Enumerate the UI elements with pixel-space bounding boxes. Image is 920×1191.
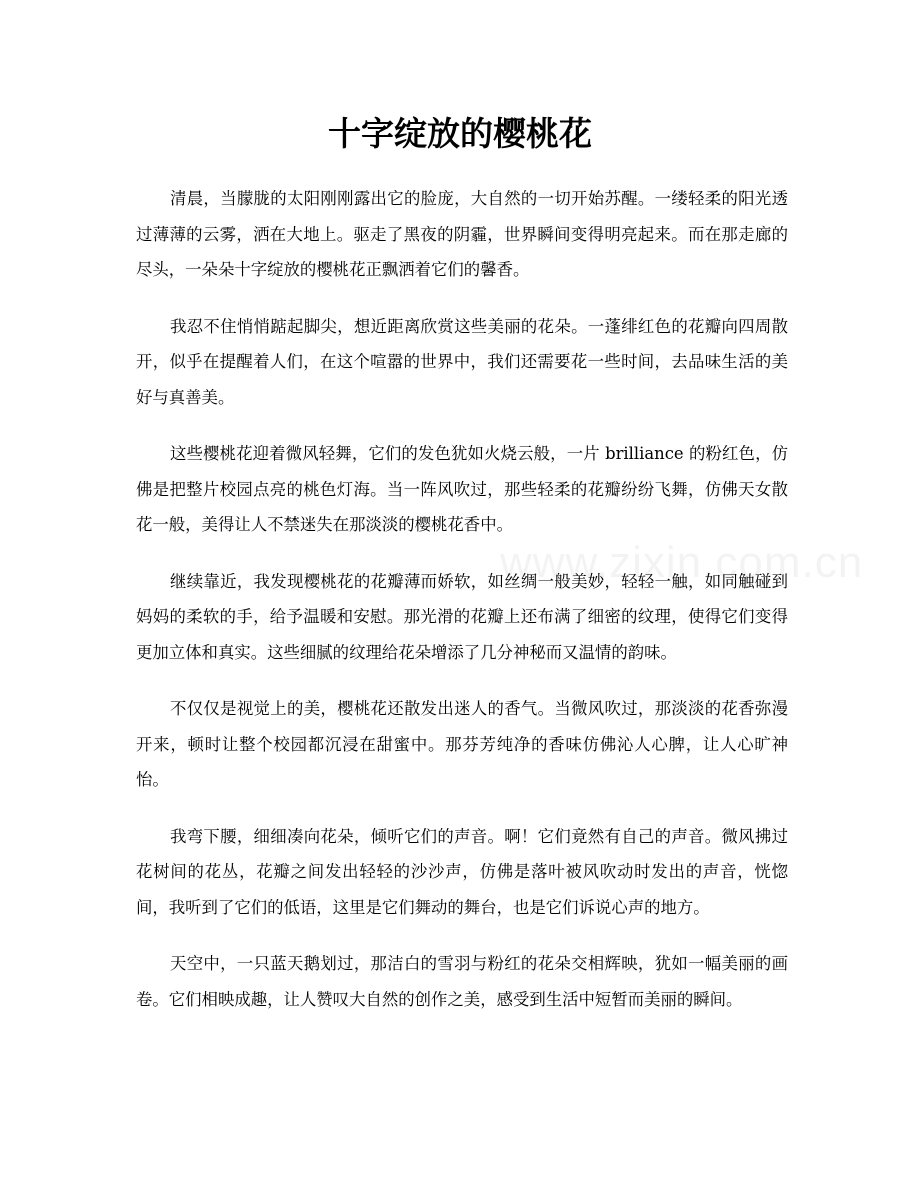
- paragraph: 天空中，一只蓝天鹅划过，那洁白的雪羽与粉红的花朵交相辉映，犹如一幅美丽的画卷。它们相映成趣，让人赞叹大自然的创作之美，感受到生活中短暂而美丽的瞬间。: [136, 954, 788, 1009]
- paragraph: 不仅仅是视觉上的美，樱桃花还散发出迷人的香气。当微风吹过，那淡淡的花香弥漫开来，顿时让整个校园都沉浸在甜蜜中。那芬芳纯净的香味仿佛沁人心脾，让人心旷神怡。: [136, 699, 788, 789]
- paragraph: 我弯下腰，细细凑向花朵，倾听它们的声音。啊！它们竟然有自己的声音。微风拂过花树间的花丛，花瓣之间发出轻轻的沙沙声，仿佛是落叶被风吹动时发出的声音，恍惚间，我听到了它们的低语，这里是它们舞动的舞台，也是它们诉说心声的地方。: [136, 826, 788, 917]
- paragraph: 继续靠近，我发现樱桃花的花瓣薄而娇软，如丝绸一般美妙，轻轻一触，如同触碰到妈妈的柔软的手，给予温暖和安慰。那光滑的花瓣上还布满了细密的纹理，使得它们变得更加立体和真实。这些细腻的纹理给花朵增添了几分神秘而又温情的韵味。: [136, 571, 788, 662]
- paragraph: 我忍不住悄悄踮起脚尖，想近距离欣赏这些美丽的花朵。一蓬绯红色的花瓣向四周散开，似乎在提醒着人们，在这个喧嚣的世界中，我们还需要花一些时间，去品味生活的美好与真善美。: [136, 316, 788, 407]
- paragraph: 这些樱桃花迎着微风轻舞，它们的发色犹如火烧云般，一片 brilliance 的粉红色，仿佛是把整片校园点亮的桃色灯海。当一阵风吹过，那些轻柔的花瓣纷纷飞舞，仿佛天女散花一般，美得让人不禁迷失在那淡淡的樱桃花香中。: [136, 444, 788, 534]
- paragraph: 清晨，当朦胧的太阳刚刚露出它的脸庞，大自然的一切开始苏醒。一缕轻柔的阳光透过薄薄的云雾，洒在大地上。驱走了黑夜的阴霾，世界瞬间变得明亮起来。而在那走廊的尽头，一朵朵十字绽放的樱桃花正飘洒着它们的馨香。: [136, 189, 788, 279]
- document-title: 十字绽放的樱桃花: [328, 114, 592, 153]
- document-body: [136, 181, 788, 1038]
